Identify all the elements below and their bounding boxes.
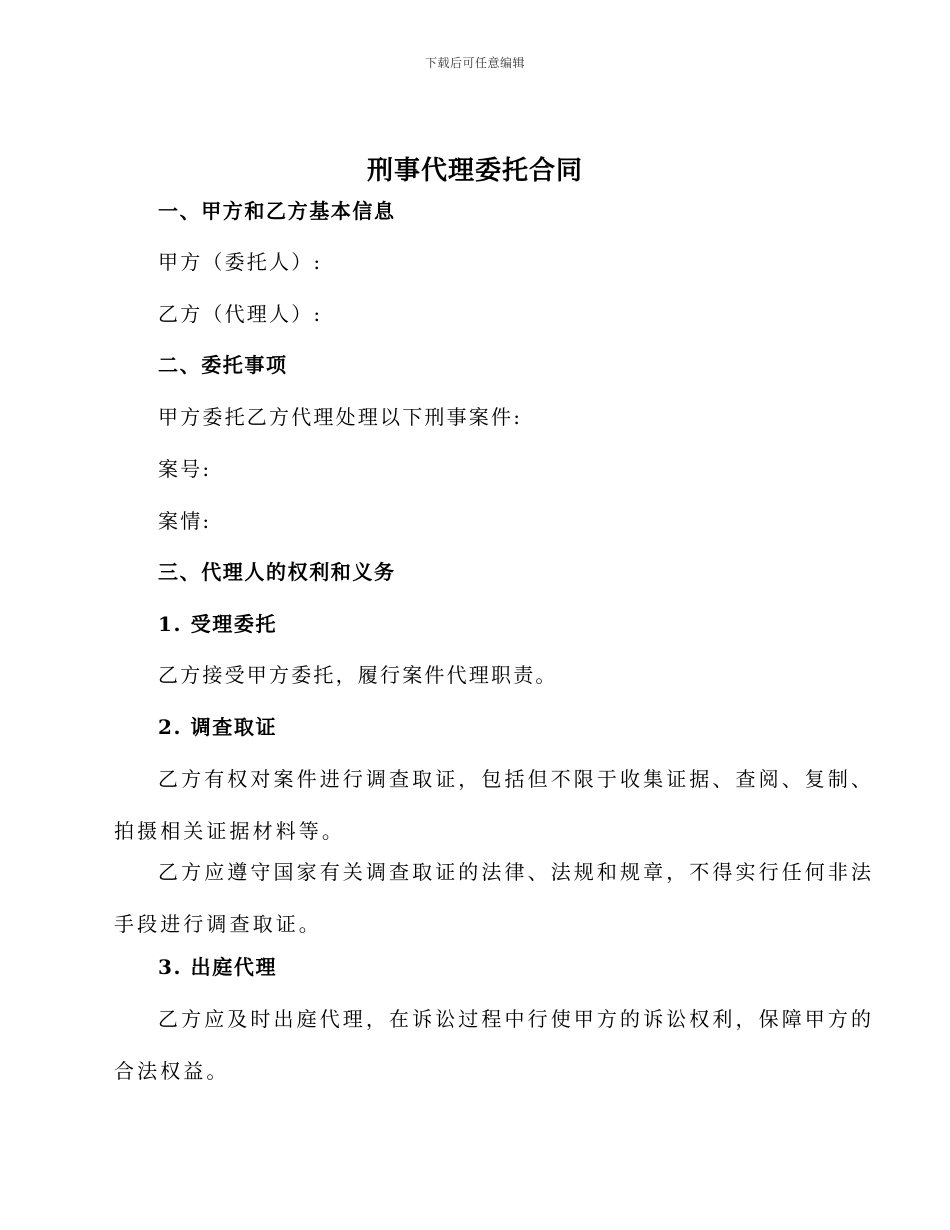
section-heading-matters: 二、委托事项: [158, 353, 288, 377]
section-heading-parties: 一、甲方和乙方基本信息: [158, 199, 396, 223]
party-b-field: 乙方（代理人）:: [158, 302, 323, 326]
accept-text: 乙方接受甲方委托，履行案件代理职责。: [158, 663, 558, 687]
document-title: 刑事代理委托合同: [366, 156, 583, 186]
paragraph-line: 手段进行调查取证。: [114, 912, 322, 936]
paragraph-line: 乙方有权对案件进行调查取证，包括但不限于收集证据、查阅、复制、: [158, 767, 875, 791]
section-heading-rights: 三、代理人的权利和义务: [158, 560, 396, 584]
subheading-investigation: 2. 调查取证: [158, 715, 278, 739]
subheading-court: 3. 出庭代理: [158, 955, 278, 979]
header-note: 下载后可任意编辑: [424, 56, 525, 70]
paragraph-line: 乙方应遵守国家有关调查取证的法律、法规和规章，不得实行任何非法: [158, 860, 875, 884]
paragraph-investigation-rights: [114, 765, 875, 845]
paragraph-line: 合法权益。: [114, 1059, 230, 1083]
subheading-accept: 1. 受理委托: [158, 612, 278, 636]
paragraph-line: 拍摄相关证据材料等。: [114, 819, 345, 843]
paragraph-investigation-duties: [114, 858, 875, 938]
paragraph-line: 乙方应及时出庭代理，在诉讼过程中行使甲方的诉讼权利，保障甲方的: [158, 1007, 875, 1031]
case-number-field: 案号:: [158, 457, 212, 481]
case-description-field: 案情:: [158, 509, 212, 533]
paragraph-court-representation: [114, 1005, 875, 1085]
entrust-statement: 甲方委托乙方代理处理以下刑事案件:: [158, 405, 523, 429]
party-a-field: 甲方（委托人）:: [158, 250, 323, 274]
